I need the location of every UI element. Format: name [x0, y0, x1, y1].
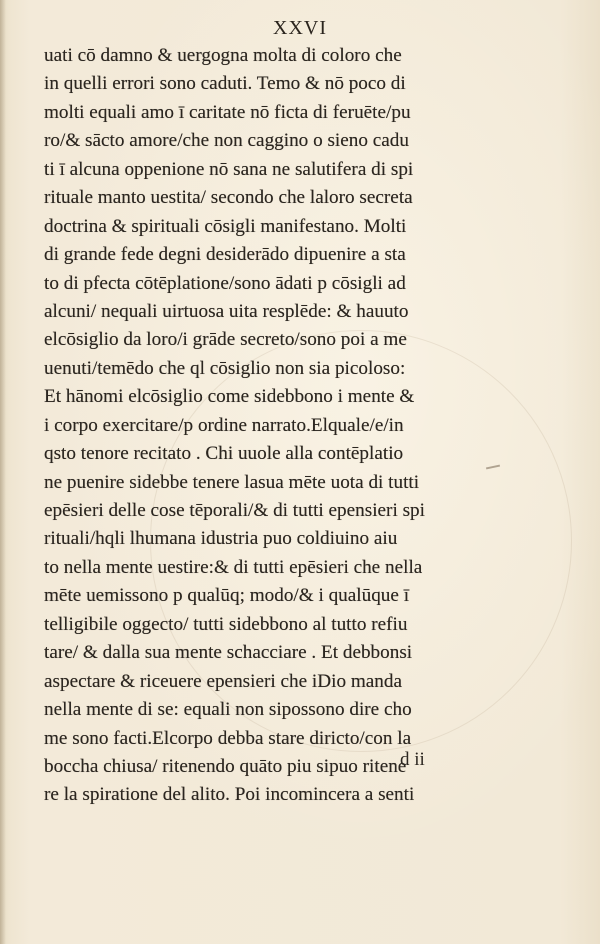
text-line: to nella mente uestire:& di tutti epēsieri che nella [44, 556, 423, 578]
page-edge-shadow [0, 0, 6, 944]
text-line: elcōsiglio da loro/i grāde secreto/sono poi a me [44, 329, 407, 351]
text-line: mēte uemissono p qualūq; modo/& i qualūque ī [44, 585, 410, 607]
text-line: me sono facti.Elcorpo debba stare diricto/con la [44, 727, 412, 749]
body-text [44, 42, 484, 810]
text-line: epēsieri delle cose tēporali/& di tutti epensieri spi [44, 500, 425, 521]
text-line: molti equali amo ī caritate nō ficta di feruēte/pu [44, 101, 411, 123]
text-line: Et hānomi elcōsiglio come sidebbono i mente & [44, 386, 415, 408]
text-line: boccha chiusa/ ritenendo quāto piu sipuo ritene [44, 755, 407, 777]
text-line: nella mente di se: equali non sipossono dire cho [44, 699, 412, 721]
text-line: re la spiratione del alito. Poi incomincera a senti [44, 784, 415, 806]
text-line: doctrina & spirituali cōsigli manifestano. Molti [44, 215, 407, 237]
text-line: telligibile oggecto/ tutti sidebbono al tutto refiu [44, 613, 408, 635]
text-line: uenuti/temēdo che ql cōsiglio non sia picoloso: [44, 357, 406, 379]
text-line: to di pfecta cōtēplatione/sono ādati p cōsigli ad [44, 272, 406, 294]
text-line: rituali/hqli lhumana idustria puo coldiuino aiu [44, 528, 398, 550]
text-line: in quelli errori sono caduti. Temo & nō poco di [44, 73, 406, 95]
folio-number: XXVI [273, 17, 327, 39]
text-line: uati cō damno & uergogna molta di coloro che [44, 45, 402, 66]
text-line: i corpo exercitare/p ordine narrato.Elquale/e/in [44, 414, 404, 436]
text-line: ne puenire sidebbe tenere lasua mēte uota di tutti [44, 471, 420, 493]
text-line: ti ī alcuna oppenione nō sana ne salutifera di spi [44, 158, 414, 180]
text-line: qsto tenore recitato . Chi uuole alla contēplatio [44, 443, 404, 465]
text-line: rituale manto uestita/ secondo che laloro secreta [44, 187, 413, 209]
text-line: alcuni/ nequali uirtuosa uita resplēde: & hauuto [44, 300, 409, 322]
text-line: di grande fede degni desiderādo dipuenire a sta [44, 244, 406, 266]
text-line: aspectare & riceuere epensieri che iDio manda [44, 670, 402, 692]
signature-mark: d ii [400, 749, 425, 770]
text-line: tare/ & dalla sua mente schacciare . Et debbonsi [44, 642, 413, 664]
text-line: ro/& sācto amore/che non caggino o sieno cadu [44, 130, 409, 152]
